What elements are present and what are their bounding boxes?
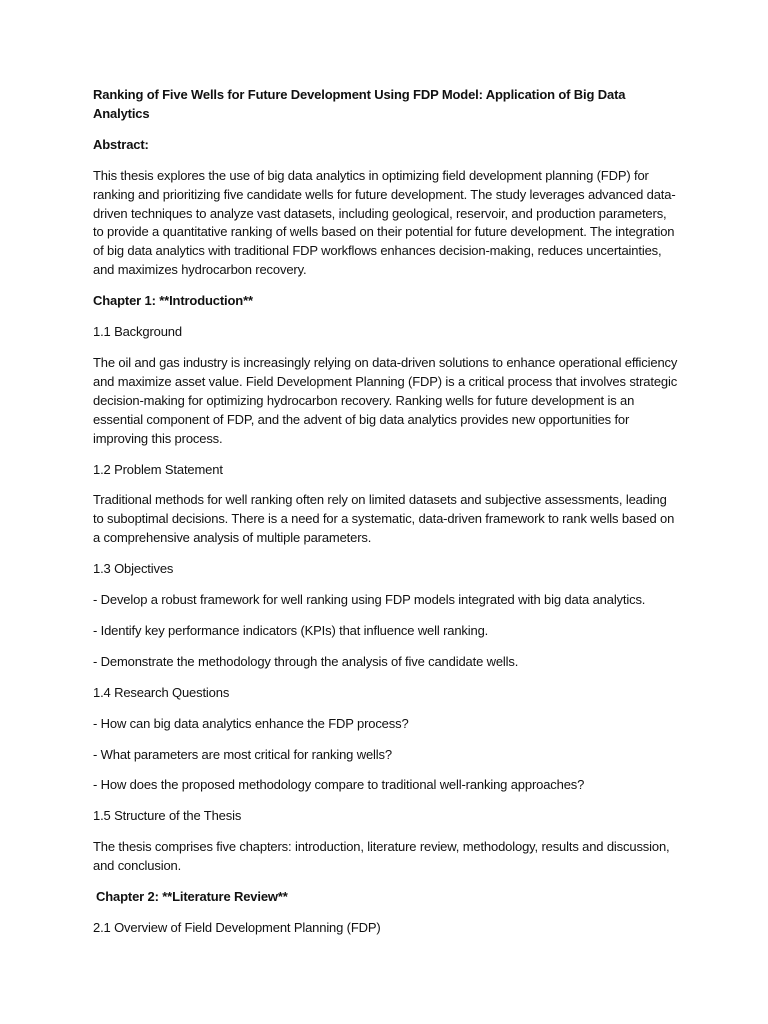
- question-item: - How does the proposed methodology compare to traditional well-ranking approaches?: [93, 777, 585, 793]
- document-title: Ranking of Five Wells for Future Development Using FDP Model: Application of Big Data Analytics: [93, 87, 626, 121]
- section-2-1-heading: 2.1 Overview of Field Development Planning (FDP): [93, 920, 381, 935]
- abstract-text: This thesis explores the use of big data analytics in optimizing field development planning (FDP) for ranking and prioritizing five candidate wells for future development. The study leverages advanced data-driven techniques to analyze vast datasets, including geological, reservoir, and production parameters, to provide a quantitative ranking of wells based on their potential for future development. The integration of big data analytics with traditional FDP workflows enhances decision-making, reduces uncertainties, and maximizes hydrocarbon recovery.: [93, 167, 676, 278]
- section-1-1-text: The oil and gas industry is increasingly relying on data-driven solutions to enhance operational efficiency and maximize asset value. Field Development Planning (FDP) is a critical process that involves strategic decision-making for optimizing hydrocarbon recovery. Ranking wells for future development is an essential component of FDP, and the advent of big data analytics provides new opportunities for improving this process.: [93, 354, 678, 446]
- objective-item: - Demonstrate the methodology through the analysis of five candidate wells.: [93, 653, 519, 669]
- chapter-2-heading: Chapter 2: **Literature Review**: [96, 889, 288, 905]
- section-1-4-heading: 1.4 Research Questions: [93, 684, 230, 700]
- objective-item: - Develop a robust framework for well ranking using FDP models integrated with big data analytics.: [93, 592, 646, 608]
- section-1-5-text: The thesis comprises five chapters: introduction, literature review, methodology, results and discussion, and conclusion.: [93, 839, 670, 874]
- objective-item: - Identify key performance indicators (KPIs) that influence well ranking.: [93, 622, 489, 638]
- section-1-5-heading: 1.5 Structure of the Thesis: [93, 808, 242, 824]
- question-item: - What parameters are most critical for ranking wells?: [93, 746, 392, 762]
- section-1-2-text: Traditional methods for well ranking often rely on limited datasets and subjective assessments, leading to suboptimal decisions. There is a need for a systematic, data-driven framework to rank wells based on a comprehensive analysis of multiple parameters.: [93, 492, 675, 546]
- section-1-1-heading: 1.1 Background: [93, 324, 182, 340]
- document-page: [93, 86, 678, 950]
- chapter-1-heading: Chapter 1: **Introduction**: [93, 293, 253, 309]
- section-1-3-heading: 1.3 Objectives: [93, 561, 174, 577]
- abstract-heading: Abstract:: [93, 136, 149, 152]
- section-1-2-heading: 1.2 Problem Statement: [93, 461, 223, 477]
- question-item: - How can big data analytics enhance the FDP process?: [93, 715, 409, 731]
